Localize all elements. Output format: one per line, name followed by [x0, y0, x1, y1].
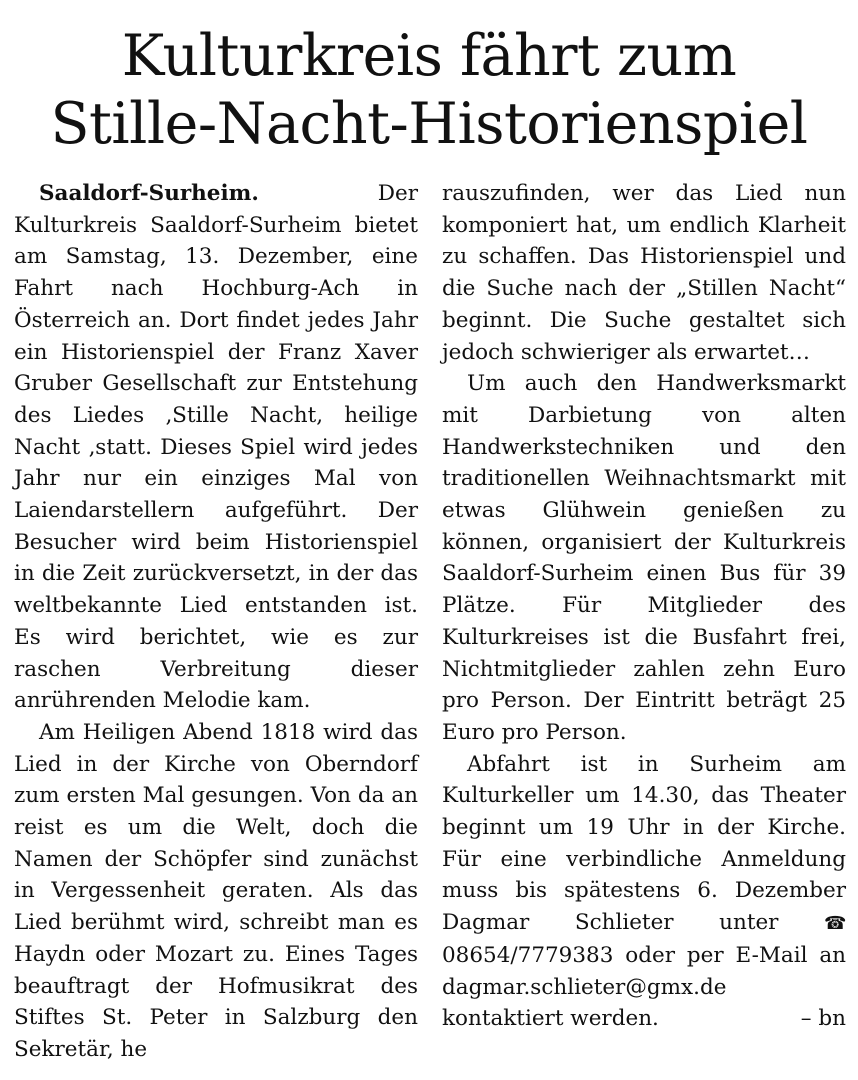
paragraph-1: [14, 178, 418, 717]
phone-icon: ☎: [824, 913, 847, 935]
paragraph-1-text: Der Kulturkreis Saaldorf-Surheim bietet am Samstag, 13. Dezember, eine Fahrt nach Hochburg-Ach in Österreich an. Dort findet jedes Jahr ein Historienspiel der Franz Xaver Gruber Gesellschaft zur Entstehung des Liedes ‚Stille Nacht, heilige Nacht ‚statt. Dieses Spiel wird jedes Jahr nur ein einziges Mal von Laiendarstellern aufgeführt. Der Besucher wird beim Historienspiel in die Zeit zurückversetzt, in der das weltbekannte Lied entstanden ist. Es wird berichtet, wie es zur raschen Verbreitung dieser anrührenden Melodie kam.: [14, 181, 418, 714]
paragraph-4: [442, 749, 846, 1035]
paragraph-4-text-end: 08654/7779383 oder per E-Mail an dagmar.schlieter@gmx.de kontaktiert werden.: [442, 942, 846, 1032]
paragraph-2-continued: [442, 178, 846, 368]
column-right: [442, 178, 846, 1035]
headline-line-2: Stille-Nacht-Historienspiel: [50, 91, 808, 157]
paragraph-2: [14, 717, 418, 1066]
author-signature: – bn: [800, 1006, 846, 1032]
headline-line-1: Kulturkreis fährt zum: [121, 23, 737, 89]
paragraph-4-text: Abfahrt ist in Surheim am Kulturkeller um 14.30, das Theater beginnt um 19 Uhr in der Kirche. Für eine verbindliche Anmeldung muss bis spätestens 6. Dezember Dagmar Schlieter unter: [442, 751, 846, 936]
dateline: Saaldorf-Surheim.: [39, 181, 259, 206]
paragraph-2-text: Am Heiligen Abend 1818 wird das Lied in der Kirche von Oberndorf zum ersten Mal gesungen. Von da an reist es um die Welt, doch die Namen der Schöpfer sind zunächst in Vergessenheit geraten. Als das Lied berühmt wird, schreibt man es Haydn oder Mozart zu. Eines Tages beauftragt der Hofmusikrat des Stiftes St. Peter in Salzburg den Sekretär, he: [14, 719, 418, 1062]
paragraph-2-text-continued: rauszufinden, wer das Lied nun komponiert hat, um endlich Klarheit zu schaffen. Das Historienspiel und die Suche nach der „Stillen Nacht“ beginnt. Die Suche gestaltet sich jedoch schwieriger als erwartet…: [442, 181, 846, 365]
paragraph-3: Um auch den Handwerksmarkt mit Darbietung von alten Handwerkstechniken und den traditionellen Weihnachtsmarkt mit etwas Glühwein genießen zu können, organisiert der Kulturkreis Saaldorf-Surheim einen Bus für 39 Plätze. Für Mitglieder des Kulturkreises ist die Busfahrt frei, Nichtmitglieder zahlen zehn Euro pro Person. Der Eintritt beträgt 25 Euro pro Person.: [442, 371, 846, 745]
column-left: [14, 178, 418, 1066]
headline: [0, 22, 858, 158]
